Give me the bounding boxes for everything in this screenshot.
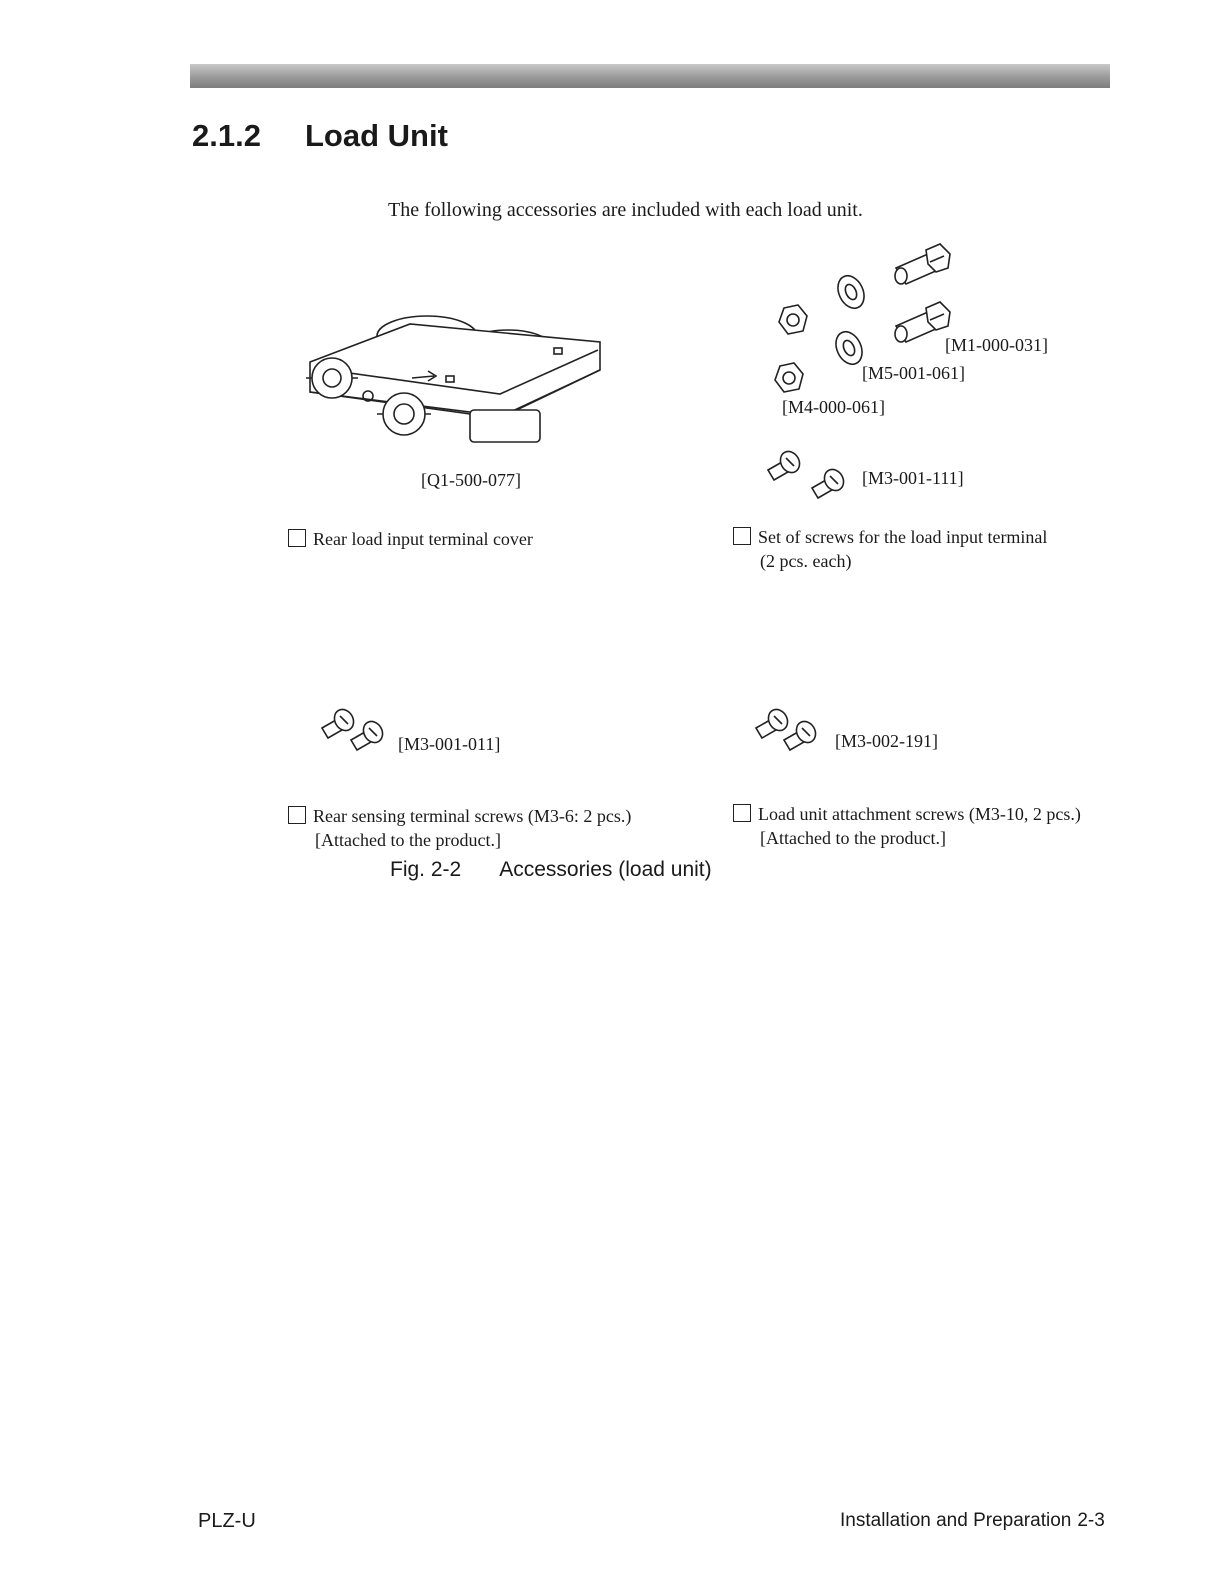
item-label: Set of screws for the load input terminal bbox=[758, 527, 1048, 547]
washer-icon bbox=[832, 328, 866, 368]
page-number: 2-3 bbox=[1077, 1510, 1105, 1531]
section-number: 2.1.2 bbox=[192, 118, 261, 153]
item-label: Load unit attachment screws (M3-10, 2 pcs.) bbox=[758, 804, 1081, 824]
hex-nut-icon bbox=[772, 360, 806, 396]
figure-caption bbox=[390, 858, 712, 882]
section-title: Load Unit bbox=[305, 118, 448, 153]
footer-chapter bbox=[840, 1510, 1105, 1532]
item-note: [Attached to the product.] bbox=[315, 830, 501, 850]
small-screw-icon bbox=[808, 466, 848, 502]
item-label: Rear sensing terminal screws (M3-6: 2 pcs.) bbox=[313, 806, 632, 826]
part-code-screw-set: [M3-001-111] bbox=[862, 468, 964, 488]
part-code-nut: [M4-000-061] bbox=[782, 397, 885, 417]
item-rear-load-cover bbox=[288, 527, 533, 551]
figure-caption-text: Accessories (load unit) bbox=[499, 858, 712, 881]
part-code-washer: [M5-001-061] bbox=[862, 363, 965, 383]
item-note: (2 pcs. each) bbox=[760, 551, 852, 571]
header-bar bbox=[190, 64, 1110, 88]
terminal-cover-illustration bbox=[300, 298, 610, 458]
part-code-cover: [Q1-500-077] bbox=[421, 470, 521, 490]
intro-text: The following accessories are included with each load unit. bbox=[388, 199, 863, 221]
footer-chapter-title: Installation and Preparation bbox=[840, 1510, 1072, 1531]
item-label: Rear load input terminal cover bbox=[313, 529, 533, 549]
washer-icon bbox=[834, 272, 868, 312]
part-code-bolt: [M1-000-031] bbox=[945, 335, 1048, 355]
item-rear-sensing-screws bbox=[288, 804, 631, 852]
checkbox-icon bbox=[288, 529, 306, 547]
checkbox-icon bbox=[288, 806, 306, 824]
small-screw-icon bbox=[764, 448, 804, 484]
small-screw-icon bbox=[780, 718, 820, 754]
hex-nut-icon bbox=[776, 302, 810, 338]
part-code-attachment-screw: [M3-002-191] bbox=[835, 731, 938, 751]
item-attachment-screws bbox=[733, 802, 1081, 850]
figure-number: Fig. 2-2 bbox=[390, 858, 462, 881]
item-note: [Attached to the product.] bbox=[760, 828, 946, 848]
item-screw-set bbox=[733, 525, 1047, 573]
checkbox-icon bbox=[733, 527, 751, 545]
small-screw-icon bbox=[347, 718, 387, 754]
hex-bolt-icon bbox=[888, 240, 954, 294]
part-code-sensing-screw: [M3-001-011] bbox=[398, 734, 501, 754]
checkbox-icon bbox=[733, 804, 751, 822]
footer-product: PLZ-U bbox=[198, 1510, 256, 1532]
